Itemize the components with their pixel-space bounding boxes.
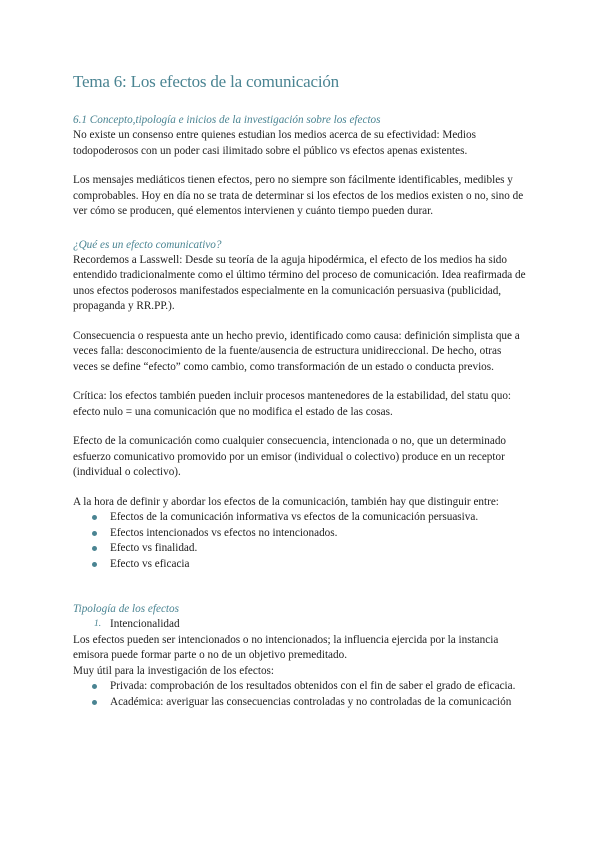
paragraph: Consecuencia o respuesta ante un hecho previo, identificado como causa: definición simplista que a veces falla: desconocimiento de la fuente/ausencia de estructura unidireccional. De hecho, otras veces se define “efecto” como cambio, como transformación de un estado o conducta previos. <box>73 329 520 373</box>
section-heading-efecto-comunicativo: ¿Qué es un efecto comunicativo? <box>73 238 222 251</box>
list-item-label: Intencionalidad <box>110 618 180 630</box>
list-item <box>94 617 527 633</box>
paragraph: Efecto de la comunicación como cualquier consecuencia, intencionada o no, que un determinado esfuerzo comunicativo promovido por un emisor (individual o colectivo) produce en un receptor (individual o colectivo). <box>73 435 507 478</box>
numbered-list <box>73 617 527 633</box>
list-item: Académica: averiguar las consecuencias controladas y no controladas de la comunicación <box>110 695 527 711</box>
list-item: Efecto vs eficacia <box>110 557 527 573</box>
list-item: Efecto vs finalidad. <box>110 541 527 557</box>
paragraph: Muy útil para la investigación de los efectos: <box>73 664 275 677</box>
paragraph: No existe un consenso entre quienes estudian los medios acerca de su efectividad: Medios todopoderosos con un poder casi ilimitado sobre el público vs efectos apenas existentes. <box>73 129 476 157</box>
list-item: Efectos intencionados vs efectos no intencionados. <box>110 526 527 542</box>
list-item: Efectos de la comunicación informativa vs efectos de la comunicación persuasiva. <box>110 510 527 526</box>
paragraph: Los efectos pueden ser intencionados o no intencionados; la influencia ejercida por la instancia emisora puede formar parte o no de un objetivo premeditado. <box>73 633 499 661</box>
page-title: Tema 6: Los efectos de la comunicación <box>73 72 339 91</box>
list-number: 1. <box>94 619 102 629</box>
section-heading-concepto: 6.1 Concepto,tipología e inicios de la investigación sobre los efectos <box>73 114 381 126</box>
paragraph: Recordemos a Lasswell: Desde su teoría de la aguja hipodérmica, el efecto de los medios ha sido entendido tradicionalmente como el último término del proceso de comunicación. Idea reafirmada de unos efectos poderosos manifestados especialmente en la comunicación persuasiva (publicidad, propaganda y RR.PP.). <box>73 253 526 312</box>
bullet-list <box>73 679 527 710</box>
paragraph: Crítica: los efectos también pueden incluir procesos mantenedores de la estabilidad, del statu quo: efecto nulo = una comunicación que no modifica el estado de las cosas. <box>73 390 512 418</box>
paragraph: Los mensajes mediáticos tienen efectos, pero no siempre son fácilmente identificables, medibles y comprobables. Hoy en día no se trata de determinar si los efectos de los medios existen o no, sino de ver cómo se producen, qué elementos intervienen y cuánto tiempo pueden durar. <box>73 174 524 217</box>
paragraph: A la hora de definir y abordar los efectos de la comunicación, también hay que distinguir entre: <box>73 495 499 508</box>
bullet-list <box>73 510 527 572</box>
section-heading-tipologia: Tipología de los efectos <box>73 603 179 615</box>
list-item: Privada: comprobación de los resultados obtenidos con el fin de saber el grado de eficacia. <box>110 679 527 695</box>
